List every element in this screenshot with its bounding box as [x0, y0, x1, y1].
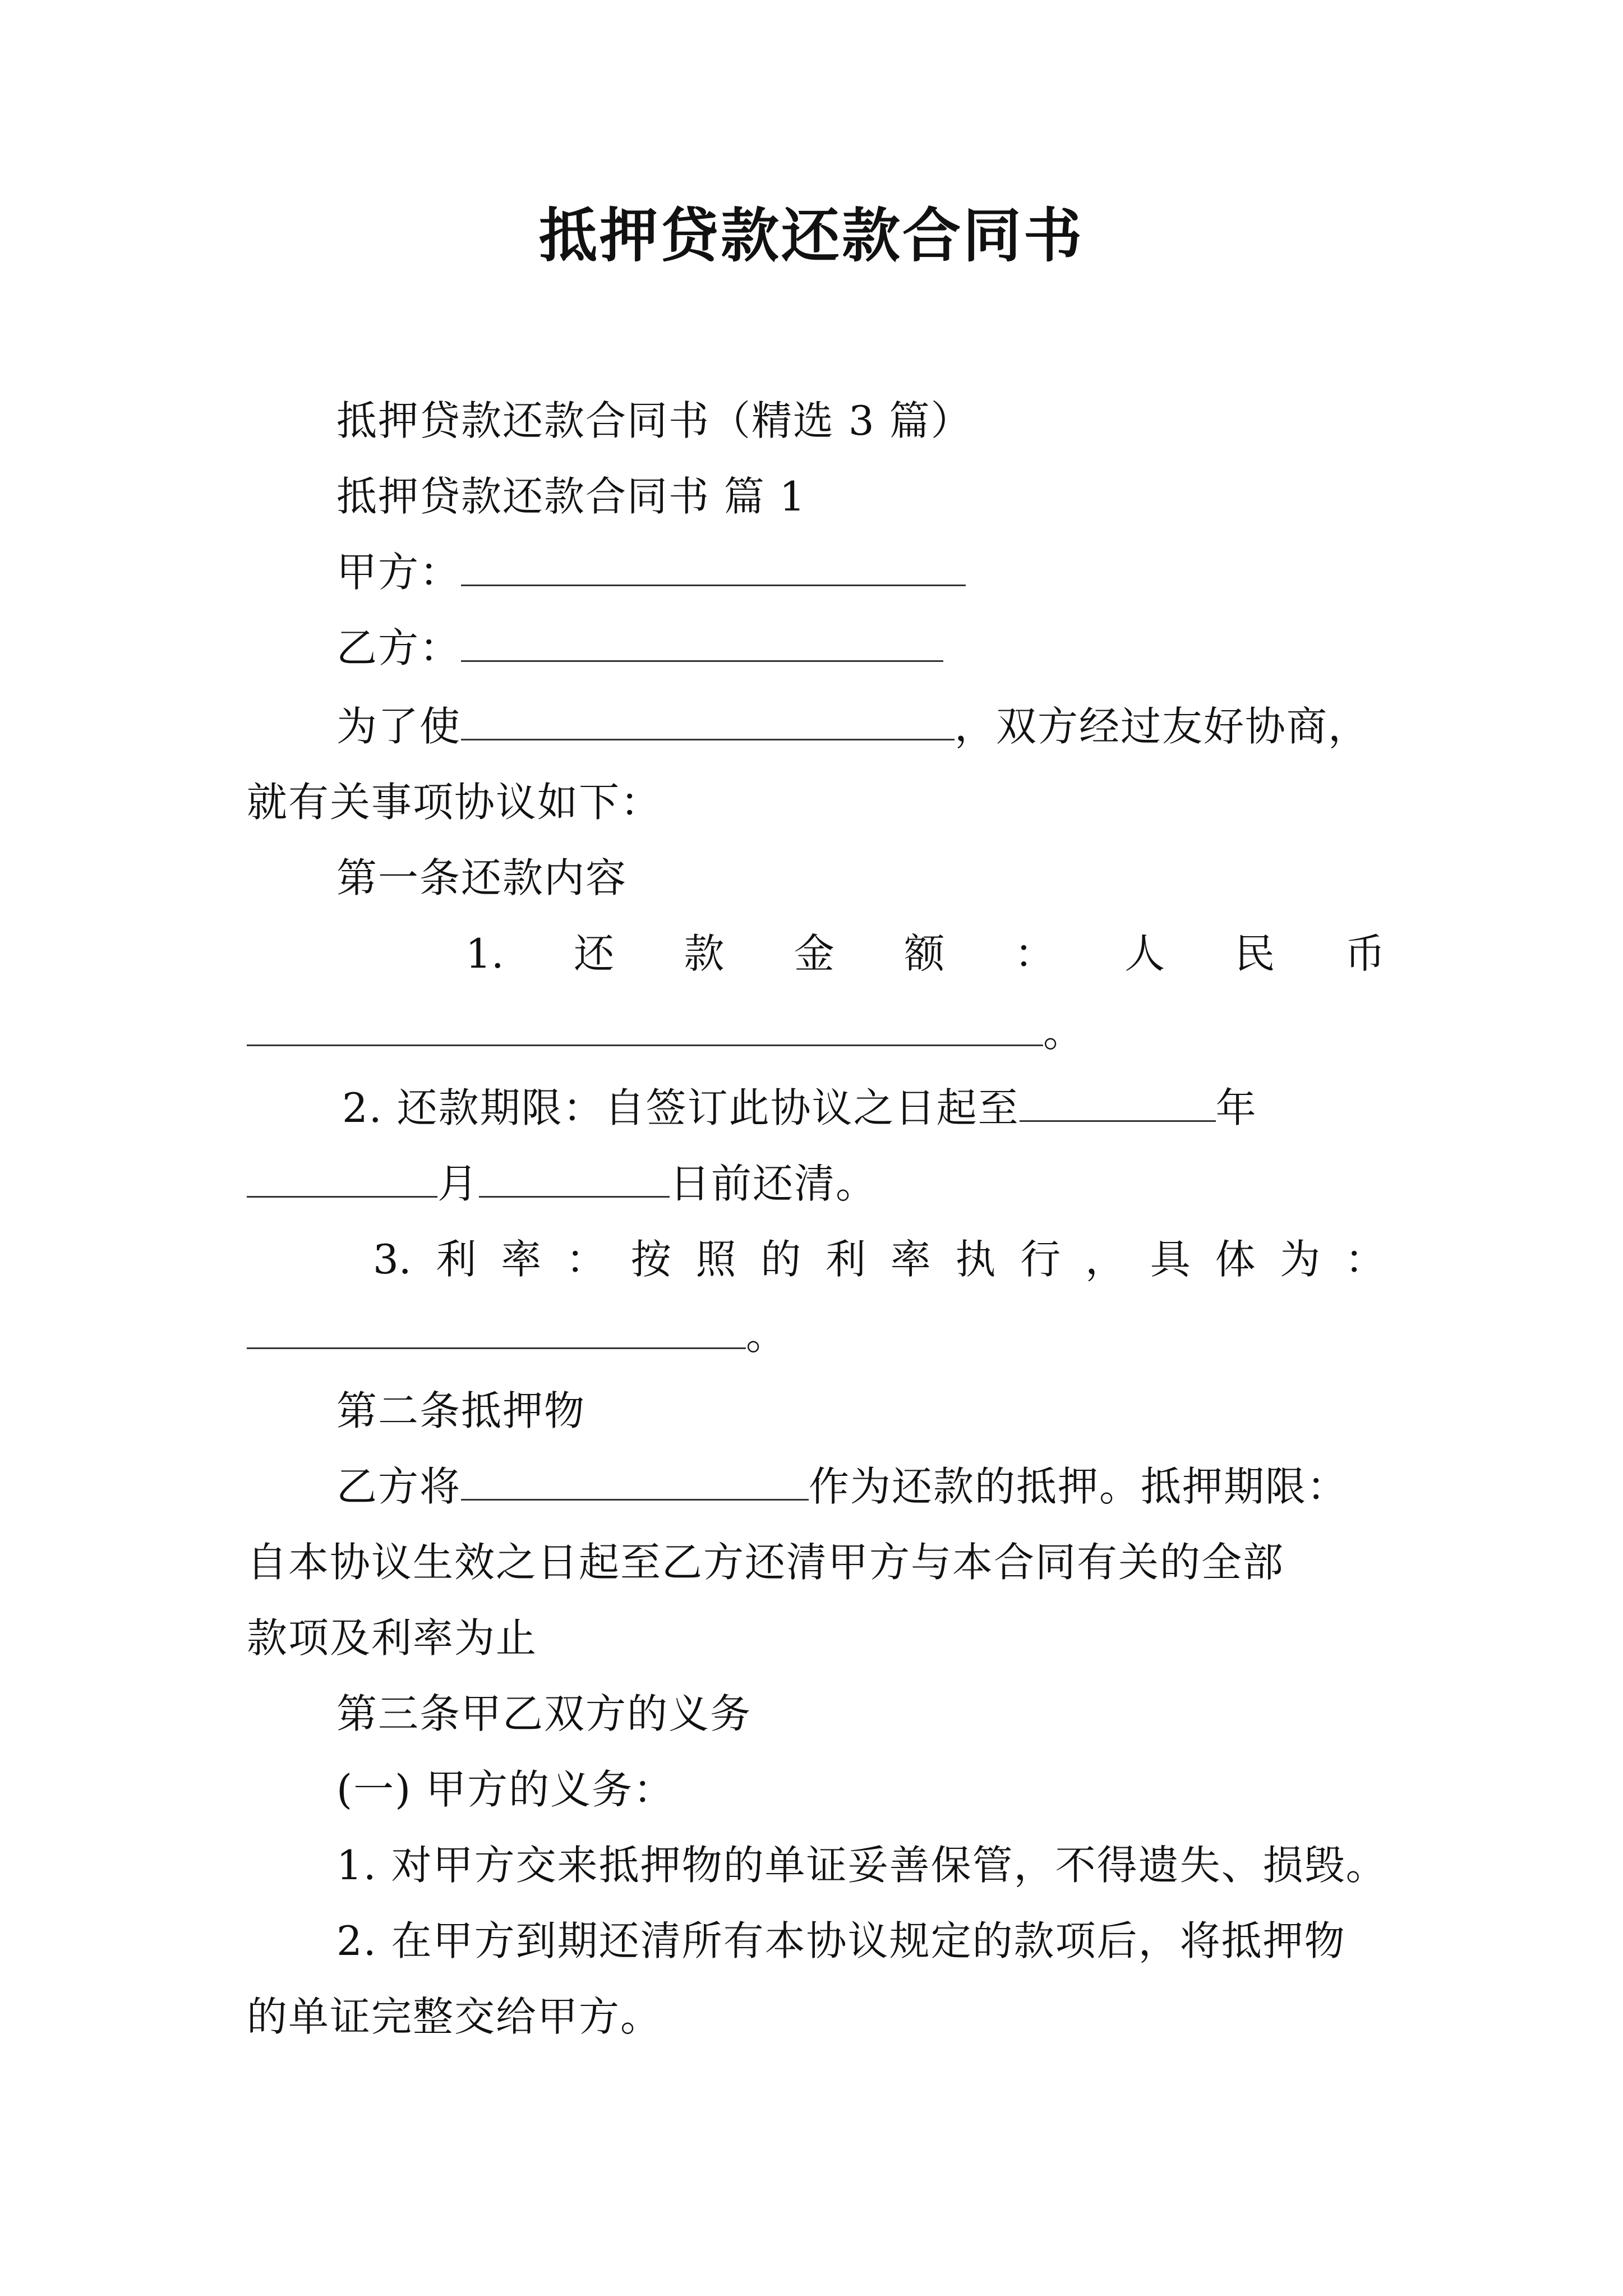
item1-char: 款 — [684, 930, 725, 977]
item3-rate-line — [247, 1307, 787, 1363]
party-a-label: 甲方： — [336, 549, 462, 596]
item2-month: 月 — [437, 1160, 479, 1207]
item2-end: 日前还清。 — [670, 1160, 878, 1207]
article2-heading: 第二条抵押物 — [336, 1387, 586, 1434]
article2-collateral-blank — [461, 1458, 809, 1501]
item3-end: 。 — [746, 1312, 788, 1359]
purpose-prefix: 为了使 — [336, 703, 462, 750]
item3-char: 体 — [1215, 1236, 1256, 1283]
item3-char: 行 — [1020, 1236, 1061, 1283]
item3-char: 3. — [373, 1236, 412, 1283]
item2-text: 2. 还款期限：自签订此协议之日起至 — [342, 1084, 1020, 1131]
item3-char: 率 — [501, 1236, 542, 1283]
purpose-suffix: ，双方经过友好协商， — [955, 703, 1370, 750]
item1-char: 币 — [1344, 930, 1385, 977]
item3-char: 利 — [825, 1236, 866, 1283]
item3-char: 率 — [890, 1236, 931, 1283]
item1-line — [465, 926, 1385, 982]
article2-prefix: 乙方将 — [336, 1463, 462, 1510]
duties-a-heading: (一) 甲方的义务： — [336, 1766, 675, 1813]
item1-char: 民 — [1234, 930, 1275, 977]
article2-line1 — [336, 1458, 1348, 1515]
item2-year-blank — [1020, 1080, 1216, 1122]
party-a-blank — [461, 544, 966, 586]
article2-suffix: 作为还款的抵押。抵押期限： — [809, 1463, 1349, 1510]
section-heading: 抵押贷款还款合同书 篇 1 — [336, 473, 806, 520]
purpose-blank — [461, 698, 955, 740]
item2-day-blank — [479, 1156, 670, 1198]
item3-line — [373, 1231, 1385, 1287]
article2-line3: 款项及利率为止 — [247, 1614, 538, 1662]
article1-heading: 第一条还款内容 — [336, 854, 628, 901]
item1-char: ： — [1014, 930, 1055, 977]
item1-char: 还 — [574, 930, 615, 977]
item1-char: 人 — [1124, 930, 1165, 977]
party-b-label: 乙方： — [336, 624, 462, 671]
purpose-line — [336, 698, 1370, 754]
item1-char: 金 — [794, 930, 834, 977]
article2-line2: 自本协议生效之日起至乙方还清甲方与本合同有关的全部 — [247, 1539, 1285, 1586]
item2-year: 年 — [1215, 1084, 1257, 1131]
item1-end: 。 — [1043, 1009, 1085, 1056]
item3-char: ， — [1085, 1236, 1126, 1283]
item3-char: 为 — [1280, 1236, 1321, 1283]
party-b-line — [336, 620, 943, 676]
party-a-line — [336, 544, 966, 600]
item3-char: ： — [565, 1236, 606, 1283]
item1-amount-line — [247, 1004, 1085, 1060]
duty-item-2-line1: 2. 在甲方到期还清所有本协议规定的款项后，将抵押物 — [336, 1917, 1346, 1964]
item3-char: 的 — [760, 1236, 801, 1283]
item3-char: 执 — [955, 1236, 996, 1283]
item2-date-line — [247, 1156, 877, 1212]
item3-char: 利 — [436, 1236, 477, 1283]
document-title: 抵押贷款还款合同书 — [538, 201, 1084, 270]
document-subtitle: 抵押贷款还款合同书（精选 3 篇） — [336, 397, 972, 444]
item3-char: ： — [1344, 1236, 1385, 1283]
item3-char: 按 — [630, 1236, 671, 1283]
duty-item-1: 1. 对甲方交来抵押物的单证妥善保管，不得遗失、损毁。 — [336, 1842, 1387, 1889]
party-b-blank — [461, 620, 943, 662]
duty-item-2-line2: 的单证完整交给甲方。 — [247, 1993, 662, 2040]
item3-char: 具 — [1150, 1236, 1191, 1283]
item3-rate-blank — [247, 1307, 746, 1349]
item1-amount-blank — [247, 1004, 1043, 1046]
item1-char: 1. — [465, 930, 504, 977]
item2-month-blank — [247, 1156, 437, 1198]
article3-heading: 第三条甲乙双方的义务 — [336, 1690, 752, 1737]
item2-line — [342, 1080, 1257, 1136]
item3-char: 照 — [695, 1236, 736, 1283]
item1-char: 额 — [904, 930, 945, 977]
purpose-continuation: 就有关事项协议如下： — [247, 779, 662, 826]
